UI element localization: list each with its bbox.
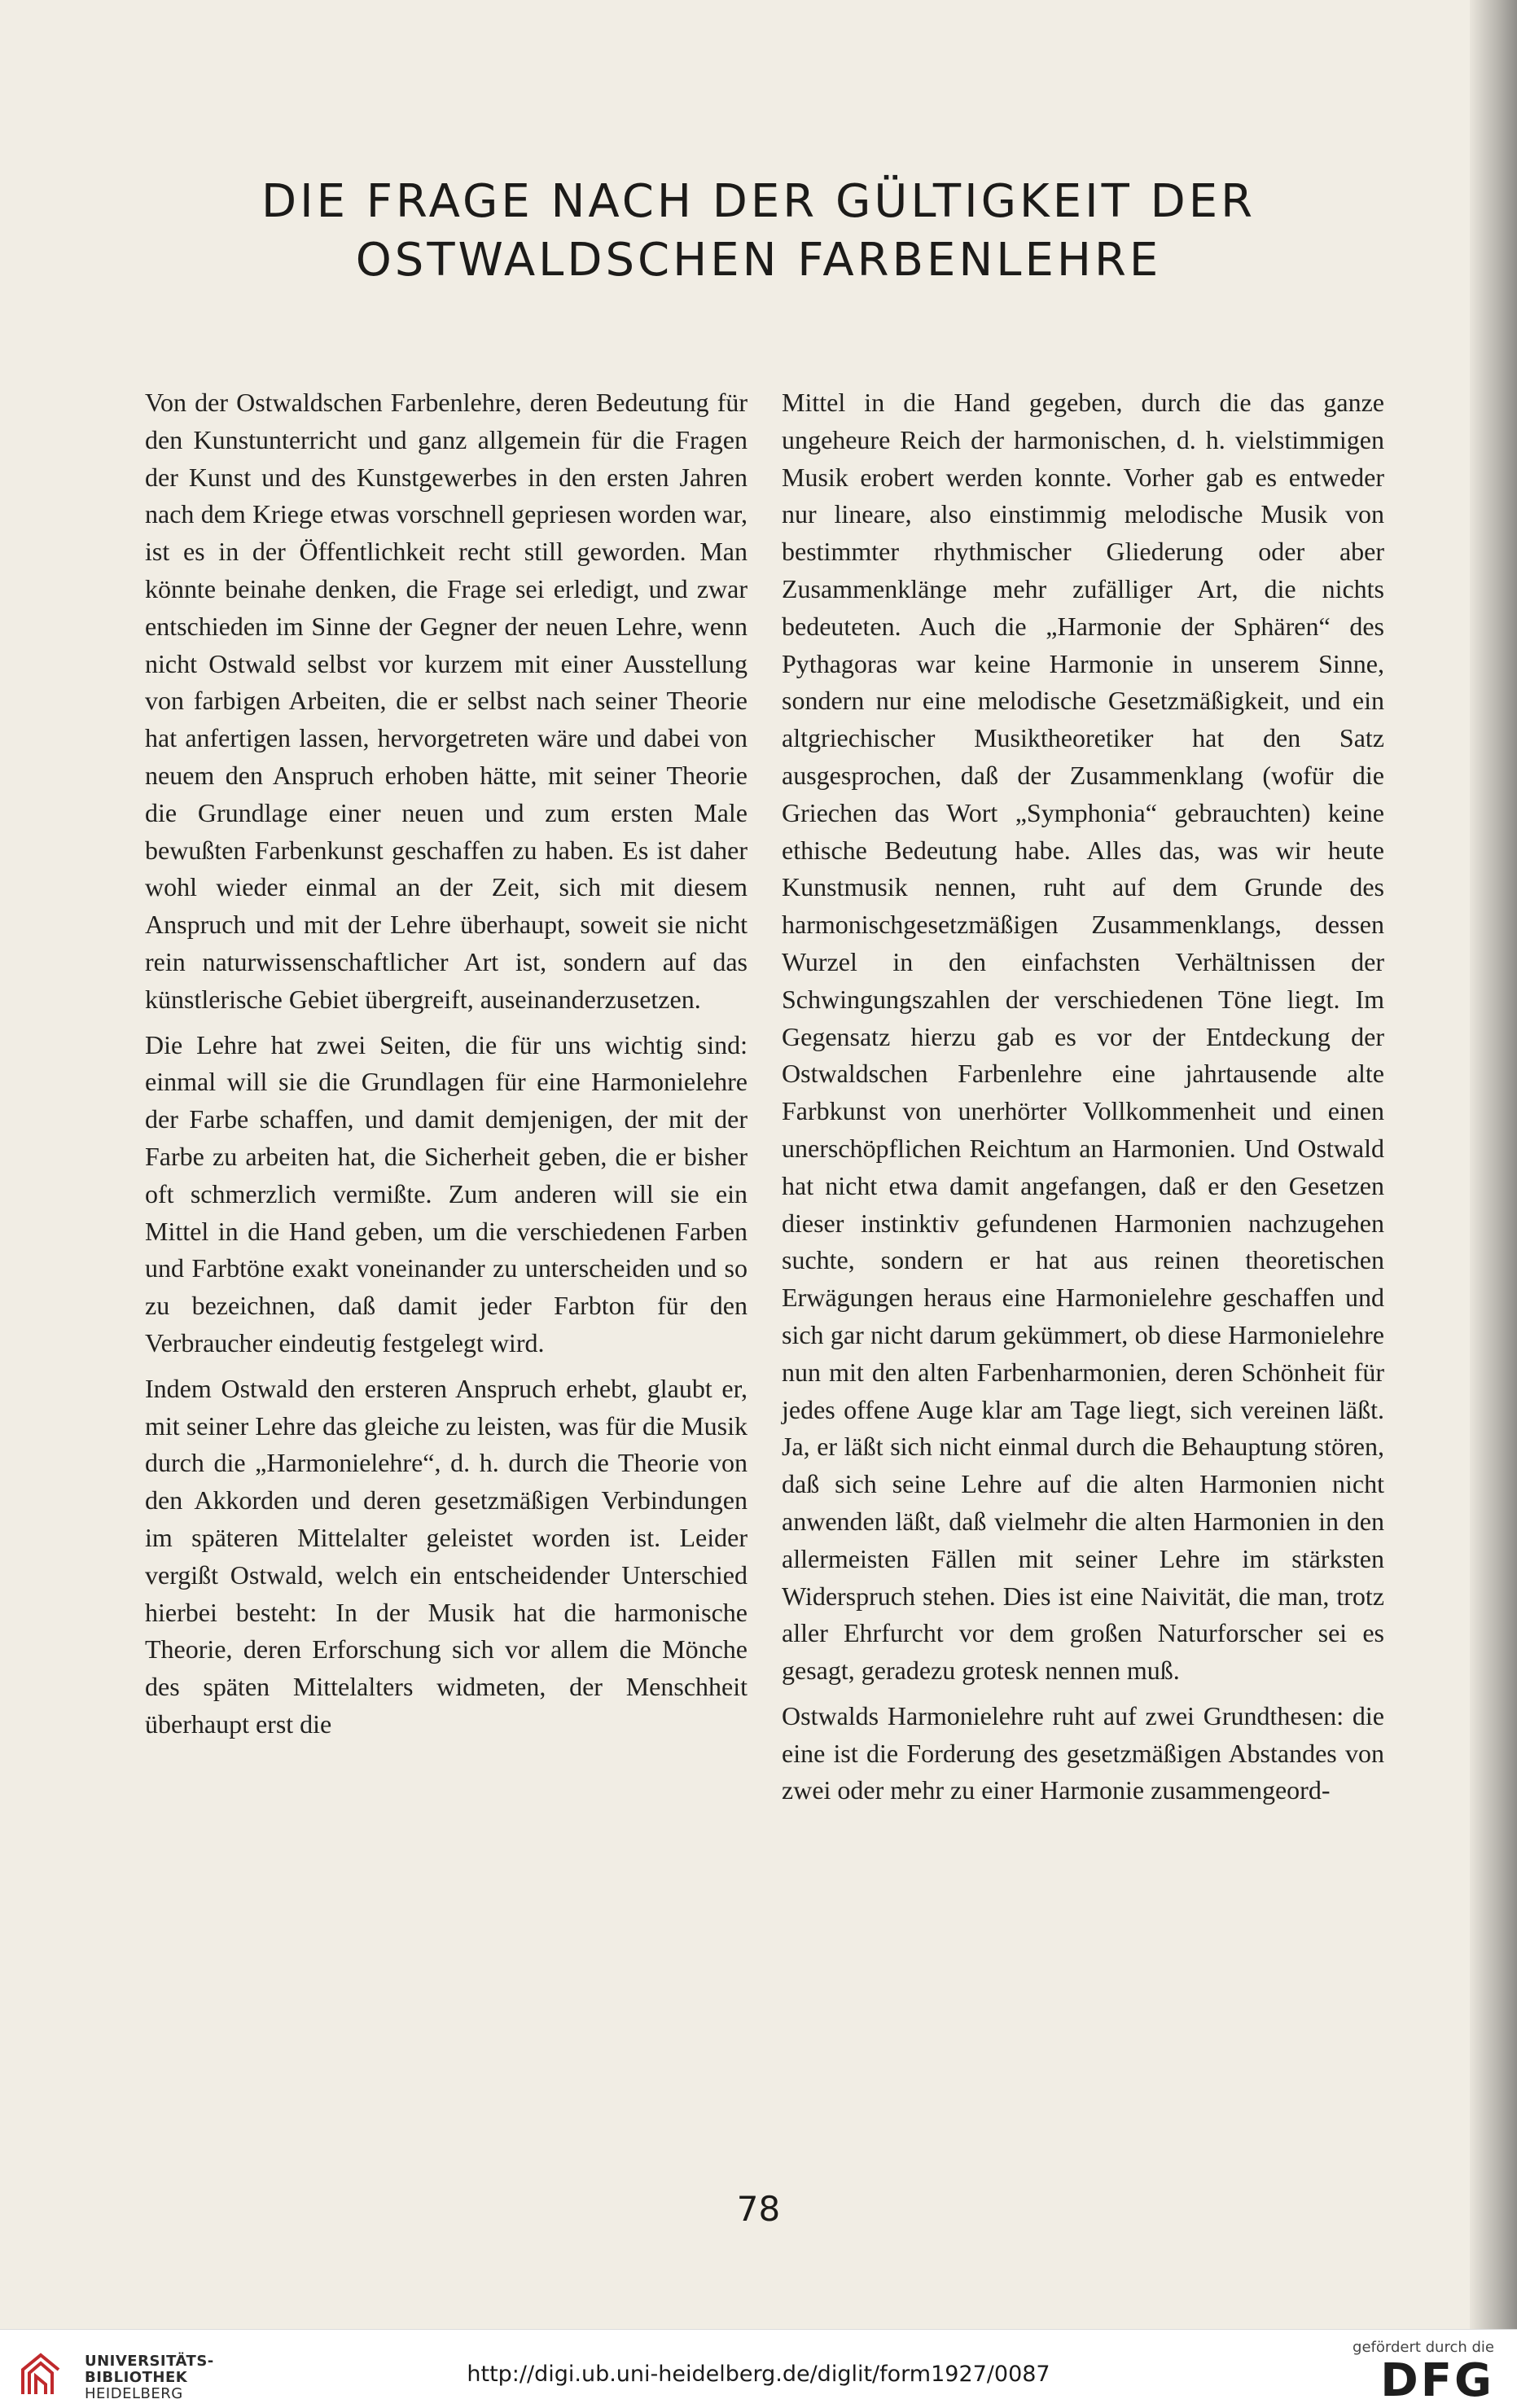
article-title-line2: OSTWALDSCHEN FARBENLEHRE [355,234,1162,287]
library-name-line2: BIBLIOTHEK [85,2369,188,2386]
right-paragraph-1: Mittel in die Hand gegeben, durch die das ganze ungeheure Reich der harmonischen, d. h. vielstimmigen Musik erobert werden konnte. Vorher gab es entweder nur lineare, also einstimmig melodische Musik von bestimmter rhythmischer Gliederung oder aber Zusammenklänge mehr zufälliger Art, die nichts bedeuteten. Auch die „Harmonie der Sphären“ des Pythagoras war keine Harmonie in unserem Sinne, sondern nur eine melodische Gesetzmäßigkeit, und ein altgriechischer Musiktheoretiker hat den Satz ausgesprochen, daß der Zusammenklang (wofür die Griechen das Wort „Symphonia“ gebrauchten) keine ethische Bedeutung habe. Alles das, was wir heute Kunstmusik nennen, ruht auf dem Grunde des harmonischgesetzmäßigen Zusammenklangs, dessen Wurzel in den einfachsten Verhältnissen der Schwingungszahlen der verschiedenen Töne liegt. Im Gegensatz hierzu gab es vor der Entdeckung der Ostwaldschen Farbenlehre eine jahrtausende alte Farbkunst von unerhörter Vollkommenheit und einen unerschöpflichen Reichtum an Harmonien. Und Ostwald hat nicht etwa damit angefangen, daß er den Gesetzen dieser instinktiv gefundenen Harmonien nachzugehen suchte, sondern er hat aus reinen theoretischen Erwägungen heraus eine Harmonielehre geschaffen und sich gar nicht darum gekümmert, ob diese Harmonielehre nun mit den alten Farbenharmonien, deren Schönheit für jedes offene Auge klar am Tage liegt, sich vereinen läßt. Ja, er läßt sich nicht einmal durch die Behauptung stören, daß sich seine Lehre auf die alten Harmonien nicht anwenden läßt, daß vielmehr die alten Harmonien in den allermeisten Fällen mit seiner Lehre im stärksten Widerspruch stehen. Dies ist eine Naivität, die man, trotz aller Ehrfurcht vor dem großen Naturforscher sei es gesagt, geradezu grotesk nennen muß. [782,388,1384,1686]
page-edge-shadow [1470,0,1517,2329]
library-name-line1: UNIVERSITÄTS- [85,2353,214,2370]
dfg-logo: DFG [1380,2354,1494,2407]
article-title-line1: DIE FRAGE NACH DER GÜLTIGKEIT DER [261,175,1256,228]
left-column [145,384,748,1752]
library-name-line3: HEIDELBERG [85,2385,183,2402]
right-paragraph-2: Ostwalds Harmonielehre ruht auf zwei Grundthesen: die eine ist die Forderung des gesetzmäßigen Abstandes von zwei oder mehr zu einer Harmonie zusammengeord- [782,1700,1384,1805]
right-column [782,384,1384,1818]
sponsor-label: gefördert durch die [1353,2339,1494,2356]
page-number: 78 [736,2189,781,2229]
left-paragraph-1: Von der Ostwaldschen Farbenlehre, deren Bedeutung für den Kunstunterricht und ganz allgemein für die Fragen der Kunst und des Kunstgewerbes in den ersten Jahren nach dem Kriege etwas vorschnell gepriesen worden war, ist es in der Öffentlichkeit recht still geworden. Man könnte beinahe denken, die Frage sei erledigt, und zwar entschieden im Sinne der Gegner der neuen Lehre, wenn nicht Ostwald selbst vor kurzem mit einer Ausstellung von farbigen Arbeiten, die er selbst nach seiner Theorie hat anfertigen lassen, hervorgetreten wäre und dabei von neuem den Anspruch erhoben hätte, mit seiner Theorie die Grundlage einer neuen und zum ersten Male bewußten Farbenkunst geschaffen zu haben. Es ist daher wohl wieder einmal an der Zeit, sich mit diesem Anspruch und mit der Lehre überhaupt, soweit sie nicht rein naturwissenschaftlicher Art ist, sondern auf das künstlerische Gebiet übergreift, auseinanderzusetzen. [145,388,748,1014]
permalink-url[interactable]: http://digi.ub.uni-heidelberg.de/diglit/form1927/0087 [467,2362,1050,2387]
left-paragraph-3: Indem Ostwald den ersteren Anspruch erhebt, glaubt er, mit seiner Lehre das gleiche zu leisten, was für die Musik durch die „Harmonielehre“, d. h. durch die Theorie von den Akkorden und deren gesetzmäßigen Verbindungen im späteren Mittelalter geleistet worden ist. Leider vergißt Ostwald, welch ein entscheidender Unterschied hierbei besteht: In der Musik hat die harmonische Theorie, deren Erforschung sich vor allem die Mönche des späten Mittelalters widmeten, der Menschheit überhaupt erst die [145,1373,748,1739]
left-paragraph-2: Die Lehre hat zwei Seiten, die für uns wichtig sind: einmal will sie die Grundlagen für eine Harmonielehre der Farbe schaffen, und damit demjenigen, der mit der Farbe zu arbeiten hat, die Sicherheit geben, die er bisher oft schmerzlich vermißte. Zum anderen will sie ein Mittel in die Hand geben, um die verschiedenen Farben und Farbtöne exakt voneinander zu unterscheiden und so zu bezeichnen, daß damit jeder Farbton für den Verbraucher eindeutig festgelegt wird. [145,1029,748,1358]
